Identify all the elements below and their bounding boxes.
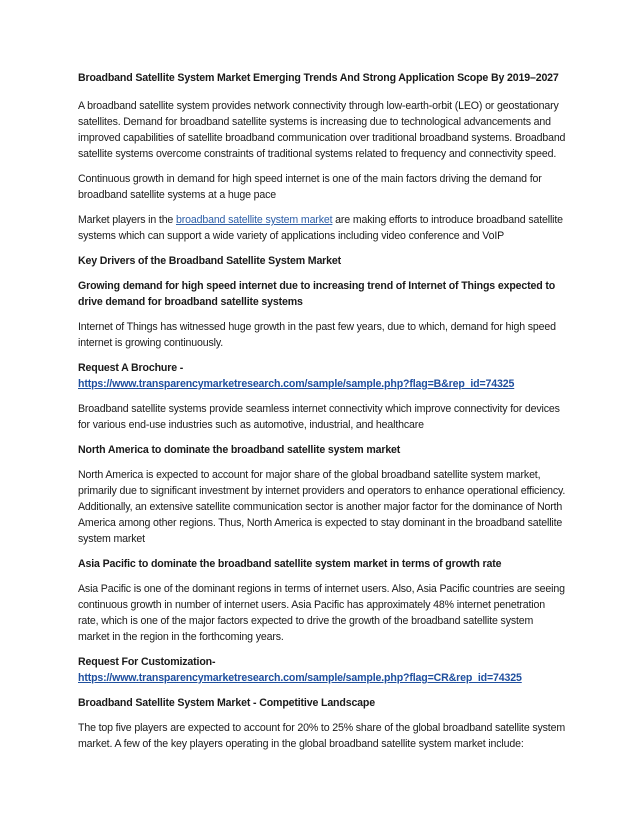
brochure-label: Request A Brochure - xyxy=(78,362,184,374)
asia-pacific-paragraph: Asia Pacific is one of the dominant regions in terms of internet users. Also, Asia Pacific countries are seeing continuous growth in number of internet users. Asia Pacific has approximately 48% internet penetration rate, which is one of the major factors expected to drive the growth of the broadband satellite system market in the region in the forthcoming years. xyxy=(78,583,565,643)
customization-label: Request For Customization- xyxy=(78,656,216,668)
document-page xyxy=(78,70,566,761)
north-america-heading: North America to dominate the broadband satellite system market xyxy=(78,444,401,456)
brochure-request xyxy=(78,360,566,392)
document-title: Broadband Satellite System Market Emerging Trends And Strong Application Scope By 2019–2027 xyxy=(78,72,559,84)
competitive-heading: Broadband Satellite System Market - Competitive Landscape xyxy=(78,697,375,709)
intro-p3-text-before: Market players in the xyxy=(78,214,176,226)
intro-p3-text-after: are making efforts to introduce broadband satellite systems which can support a wide variety of applications including video conference and VoIP xyxy=(78,214,563,242)
key-drivers-heading: Key Drivers of the Broadband Satellite System Market xyxy=(78,255,342,267)
driver-paragraph-2: Broadband satellite systems provide seamless internet connectivity which improve connectivity for devices for various end-use industries such as automotive, industrial, and healthcare xyxy=(78,403,560,431)
driver-paragraph-1: Internet of Things has witnessed huge growth in the past few years, due to which, demand for high speed internet is growing continuously. xyxy=(78,321,556,349)
customization-link[interactable]: https://www.transparencymarketresearch.com/sample/sample.php?flag=CR&rep_id=74325 xyxy=(78,672,522,684)
driver-heading: Growing demand for high speed internet due to increasing trend of Internet of Things expected to drive demand for broadband satellite systems xyxy=(78,280,556,308)
intro-paragraph-1: A broadband satellite system provides network connectivity through low-earth-orbit (LEO) or geostationary satellites. Demand for broadband satellite systems is increasing due to technological advancements and improved capabilities of satellite broadband communication over traditional broadband systems. Broadband satellite systems overcome constraints of traditional systems related to frequency and connectivity speed. xyxy=(78,100,566,160)
asia-pacific-heading: Asia Pacific to dominate the broadband satellite system market in terms of growth rate xyxy=(78,558,502,570)
customization-request xyxy=(78,654,566,686)
intro-paragraph-2: Continuous growth in demand for high speed internet is one of the main factors driving the demand for broadband satellite systems at a huge pace xyxy=(78,173,542,201)
market-link[interactable]: broadband satellite system market xyxy=(175,214,333,226)
north-america-paragraph: North America is expected to account for major share of the global broadband satellite system market, primarily due to significant investment by internet providers and operators to enhance operational efficiency. Additionally, an extensive satellite communication sector is another major factor for the dominance of North America among other regions. Thus, North America is expected to stay dominant in the broadband satellite system market xyxy=(78,469,566,545)
competitive-paragraph: The top five players are expected to account for 20% to 25% share of the global broadband satellite system market. A few of the key players operating in the global broadband satellite system market include: xyxy=(78,722,566,750)
intro-paragraph-3 xyxy=(78,212,566,244)
brochure-link[interactable]: https://www.transparencymarketresearch.com/sample/sample.php?flag=B&rep_id=74325 xyxy=(78,378,515,390)
